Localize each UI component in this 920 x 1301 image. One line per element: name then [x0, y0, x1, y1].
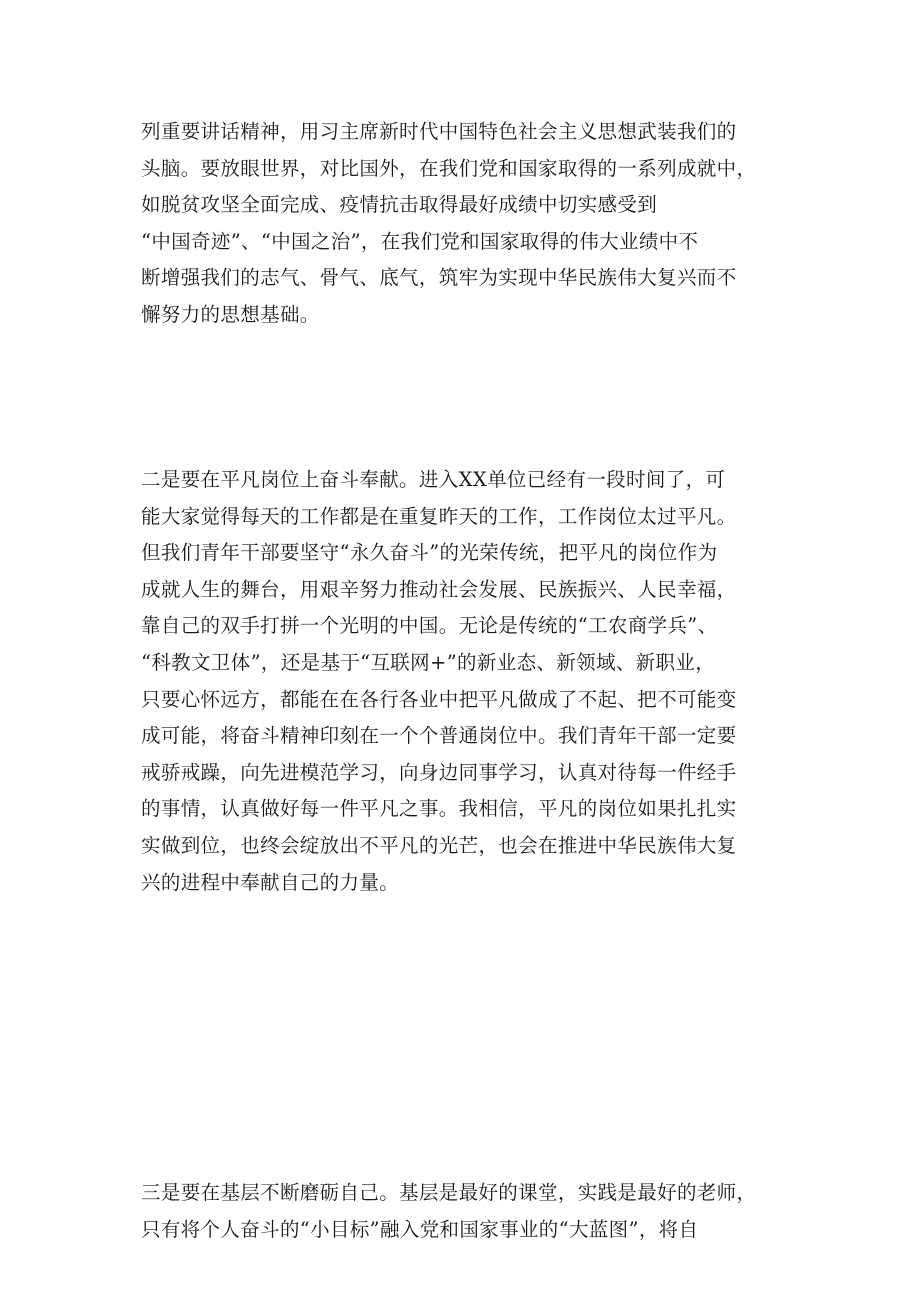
text-line: “中国奇迹”、“中国之治”，在我们党和国家取得的伟大业绩中不: [141, 229, 699, 253]
text-line: 如脱贫攻坚全面完成、疫情抗击取得最好成绩中切实感受到: [141, 193, 658, 217]
paragraph-1: [141, 114, 821, 334]
text-line: 列重要讲话精神，用习主席新时代中国特色社会主义思想武装我们的: [141, 120, 737, 143]
text-line: 成就人生的舞台，用艰辛努力推动社会发展、民族振兴、人民幸福，: [141, 577, 737, 601]
text-line: 断增强我们的志气、骨气、底气，筑牢为实现中华民族伟大复兴而不: [141, 266, 737, 290]
text-line: 能大家觉得每天的工作都是在重复昨天的工作，工作岗位太过平凡。: [141, 504, 737, 528]
text-line: 头脑。要放眼世界，对比国外，在我们党和国家取得的一系列成就中，: [141, 156, 757, 180]
text-line: 成可能，将奋斗精神印刻在一个个普通岗位中。我们青年干部一定要: [141, 724, 737, 748]
text-line: “科教文卫体”，还是基于“互联网+”的新业态、新领域、新职业，: [141, 650, 716, 674]
text-line: 靠自己的双手打拼一个光明的中国。无论是传统的“工农商学兵”、: [141, 614, 718, 638]
text-line: 但我们青年干部要坚守“永久奋斗”的光荣传统，把平凡的岗位作为: [141, 541, 718, 565]
text-line: 三是要在基层不断磨砺自己。基层是最好的课堂，实践是最好的老师，: [141, 1181, 757, 1204]
text-line: 懈努力的思想基础。: [141, 302, 320, 326]
text-line: 实做到位，也终会绽放出不平凡的光芒，也会在推进中华民族伟大复: [141, 833, 737, 857]
text-line: 二是要在平凡岗位上奋斗奉献。进入XX单位已经有一段时间了，可: [141, 468, 726, 491]
text-line: 兴的进程中奉献自己的力量。: [141, 870, 400, 894]
paragraph-2: [141, 462, 821, 901]
text-line: 戒骄戒躁，向先进模范学习，向身边同事学习，认真对待每一件经手: [141, 760, 737, 784]
text-line: 的事情，认真做好每一件平凡之事。我相信，平凡的岗位如果扎扎实: [141, 797, 737, 821]
text-line: 只要心怀远方，都能在在各行各业中把平凡做成了不起、把不可能变: [141, 687, 737, 711]
text-line: 只有将个人奋斗的“小目标”融入党和国家事业的“大蓝图”，将自: [141, 1217, 699, 1241]
paragraph-3: [141, 1175, 821, 1248]
